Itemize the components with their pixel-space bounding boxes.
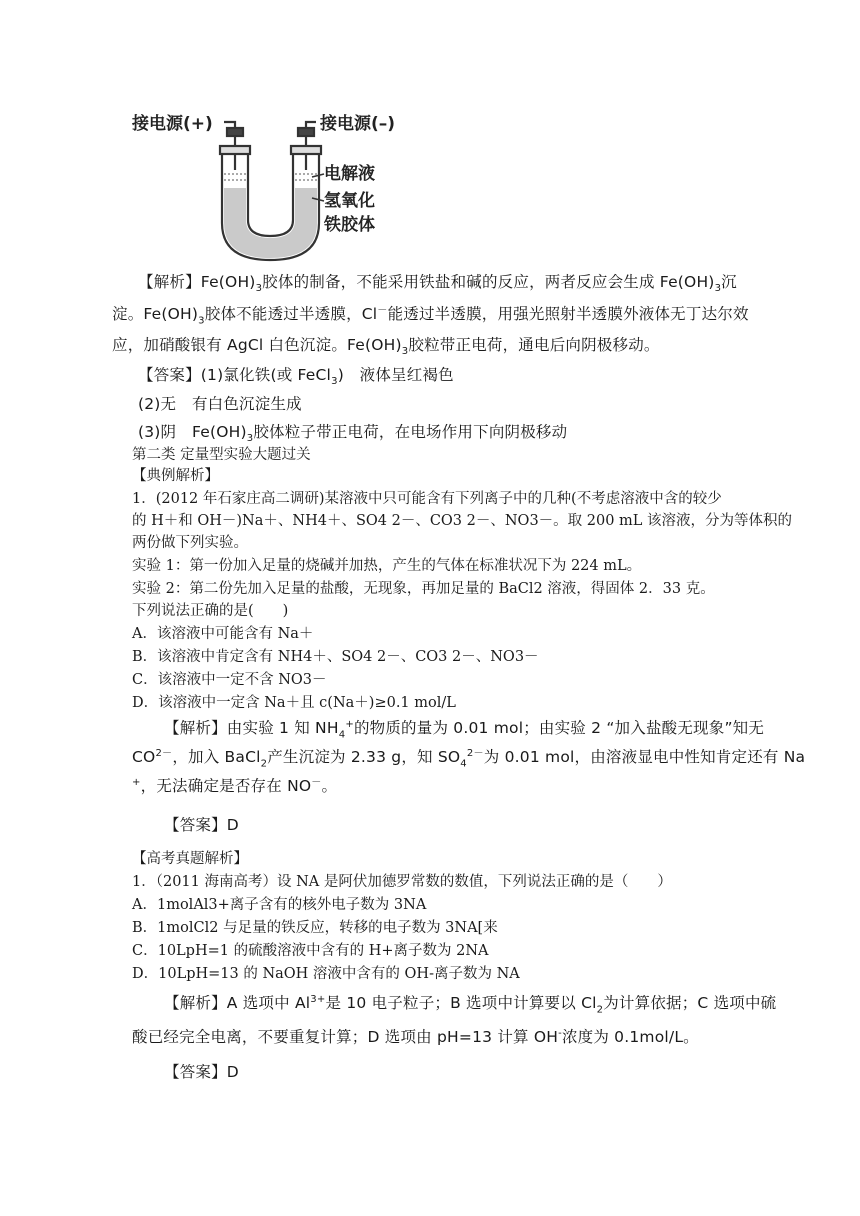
analysis-line: 应，加硝酸银有 AgCl 白色沉淀。$Fe(OH)_3$胶粒带正电荷，通电后向阴极移动。 [112, 336, 660, 358]
option-d: D．10LpH=13 的 NaOH 溶液中含有的 OH-离子数为 NA [132, 966, 520, 982]
experiment-line: 实验 1：第一份加入足量的烧碱并加热，产生的气体在标准状况下为 224 mL。 [132, 558, 642, 574]
section-title: 第二类 定量型实验大题过关 [132, 447, 311, 463]
analysis-line: 淀。$Fe(OH)_3$胶体不能透过半透膜，Cl－能透过半透膜，用强光照射半透膜外液体无丁达尔效 [112, 305, 749, 327]
analysis-line: 【解析】$Fe(OH)_3$胶体的制备，不能采用铁盐和碱的反应，两者反应会生成 $Fe(OH)_3$沉 [138, 273, 737, 295]
section-heading: 【高考真题解析】 [132, 851, 248, 867]
option-a: A．该溶液中可能含有 Na＋ [132, 626, 314, 642]
label-anode: 接电源(+) [132, 114, 213, 134]
label-electrolyte: 电解液 [324, 164, 375, 184]
option-d: D．该溶液中一定含 Na＋且 c(Na＋)≥0.1 mol/L [132, 695, 456, 711]
option-b: B．1molCl2 与足量的铁反应，转移的电子数为 3NA[来 [132, 920, 498, 936]
option-c: C．该溶液中一定不含 NO3－ [132, 672, 327, 688]
answer-line: 【答案】(1)氯化铁(或 FeCl$_3$) 液体呈红褐色 [138, 366, 454, 388]
question-line: 两份做下列实验。 [132, 535, 248, 551]
question-line: 1．(2012 年石家庄高二调研)某溶液中只可能含有下列离子中的几种(不考虑溶液中含的较少 [132, 491, 722, 507]
label-colloid-line1: 氢氧化 [324, 191, 375, 211]
question-line: 的 H＋和 OH－)Na＋、NH4＋、SO4 2－、CO3 2－、NO3－。取 200 mL 该溶液，分为等体积的 [132, 513, 793, 529]
analysis-line: 酸已经完全电离，不要重复计算；D 选项由 pH=13 计算 OH-浓度为 0.1mol/L。 [132, 1028, 699, 1047]
label-cathode: 接电源(–) [320, 114, 396, 134]
analysis-line: +，无法确定是否存在 NO－。 [132, 777, 338, 796]
option-a: A．1molAl3+离子含有的核外电子数为 3NA [132, 897, 427, 913]
answer-line: (3)阴 $Fe(OH)_3$胶体粒子带正电荷，在电场作用下向阴极移动 [138, 423, 568, 445]
answer-line: 【答案】D [164, 1063, 239, 1081]
answer-line: 【答案】D [164, 816, 239, 834]
section-heading: 【典例解析】 [132, 468, 219, 484]
answer-line: (2)无 有白色沉淀生成 [138, 395, 302, 413]
analysis-line: 【解析】由实验 1 知 $NH_4^+$的物质的量为 0.01 mol；由实验 2 “加入盐酸无现象”知无 [164, 719, 765, 741]
question-line: 1．（2011 海南高考）设 NA 是阿伏加德罗常数的数值，下列说法正确的是（ ） [132, 874, 672, 890]
experiment-line: 实验 2：第二份先加入足量的盐酸，无现象，再加足量的 BaCl2 溶液，得固体 2．33 克。 [132, 581, 715, 597]
option-c: C．10LpH=1 的硫酸溶液中含有的 H+离子数为 2NA [132, 943, 489, 959]
label-colloid-line2: 铁胶体 [324, 215, 375, 235]
analysis-line: $CO^{2-}$，加入 BaCl$_2$产生沉淀为 2.33 g，知 $SO_4^{2-}$为 0.01 mol，由溶液显电中性知肯定还有 Na [132, 748, 806, 770]
u-tube-figure [120, 108, 420, 268]
analysis-line: 【解析】A 选项中 $Al^{3+}$是 10 电子粒子；B 选项中计算要以 $Cl_2$为计算依据；C 选项中硫 [164, 994, 777, 1016]
option-b: B．该溶液中肯定含有 NH4＋、SO4 2－、CO3 2－、NO3－ [132, 649, 539, 665]
question-prompt: 下列说法正确的是( ) [132, 603, 289, 619]
